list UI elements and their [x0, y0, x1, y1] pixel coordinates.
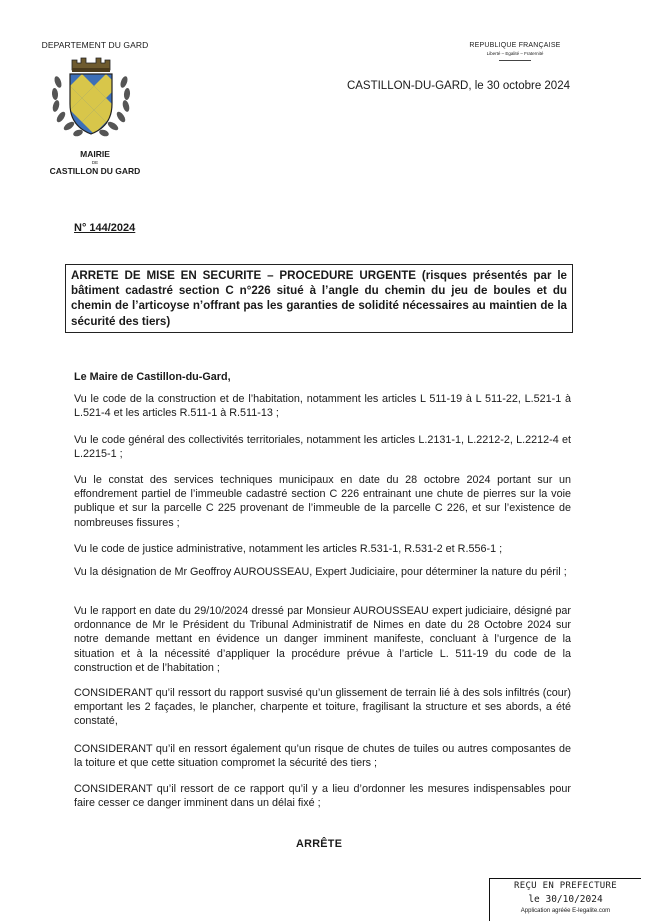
- paragraph-considerant-mesures: CONSIDERANT qu’il ressort de ce rapport qu’il y a lieu d’ordonner les mesures indispensables pour faire cesser ce danger imminent dans un délai fixé ;: [74, 783, 571, 810]
- republic-block: [430, 42, 600, 61]
- paragraph-vu-cgct: Vu le code général des collectivités territoriales, notamment les articles L.2131-1, L.2212-2, L.2212-4 et L.2215-1 ;: [74, 434, 571, 461]
- document-number: N° 144/2024: [74, 222, 136, 234]
- document-title: ARRETE DE MISE EN SECURITE – PROCEDURE URGENTE (risques présentés par le bâtiment cadastré section C n°226 situé à l’angle du chemin du jeu de boules et du chemin de l’articoyse n’offrant pas les garanties de solidité nécessaires au maintien de la sécurité des tiers): [65, 264, 573, 333]
- mairie-de: DE: [91, 160, 99, 165]
- paragraph-vu-designation: Vu la désignation de Mr Geoffroy AUROUSSEAU, Expert Judiciaire, pour déterminer la nature du péril ;: [74, 566, 567, 578]
- paragraph-considerant-tuiles: CONSIDERANT qu’il en ressort également qu’un risque de chutes de tuiles ou autres composantes de la toiture et que cette situation compromet la sécurité des tiers ;: [74, 743, 571, 770]
- stamp-received: REÇU EN PREFECTURE: [514, 881, 617, 891]
- paragraph-considerant-glissement: CONSIDERANT qu’il ressort du rapport susvisé qu’un glissement de terrain lié à des sols infiltrés (cour) emportant les 2 façades, le plancher, charpente et toiture, fragilisant la structure et ses abords, a été constaté,: [74, 687, 571, 728]
- paragraph-vu-cch: Vu le code de la construction et de l’habitation, notamment les articles L 511-19 à L 511-22, L.521-1 à L.521-4 et les articles R.511-1 à R.511-13 ;: [74, 393, 571, 420]
- mairie-word: MAIRIE: [80, 149, 110, 159]
- republic-divider: [499, 60, 531, 61]
- paragraph-vu-constat: Vu le constat des services techniques municipaux en date du 28 octobre 2024 portant sur un effondrement partiel de l’immeuble cadastré section C 226 entrainant une chute de pierres sur la voie publique et sur la parcelle C 225 provenant de l’immeuble de la parcelle C 226, et sur l’existence de nombreuses fissures ;: [74, 474, 571, 529]
- department-name: DEPARTEMENT DU GARD: [41, 40, 149, 50]
- republic-name: REPUBLIQUE FRANÇAISE: [469, 42, 561, 49]
- paragraph-vu-rapport: Vu le rapport en date du 29/10/2024 dressé par Monsieur AUROUSSEAU expert judiciaire, désigné par ordonnance de Mr le Président du Tribunal Administratif de Nimes en date du 28 Octobre 2024 sur notre demande mettant en évidence un danger imminent manifeste, concluant à l’urgence de la situation et à la nécessité d’appliquer la procédure prévue à l’article L. 511-19 du code de la construction et de l’habitation ;: [74, 605, 571, 674]
- greeting: Le Maire de Castillon-du-Gard,: [74, 371, 231, 383]
- commune-name: CASTILLON DU GARD: [49, 166, 141, 176]
- place-date: CASTILLON-DU-GARD, le 30 octobre 2024: [346, 80, 570, 92]
- mairie-label: [30, 149, 160, 177]
- prefecture-stamp: [489, 878, 641, 921]
- coat-of-arms: [48, 52, 134, 144]
- mural-crown: [72, 58, 110, 72]
- arrete-heading: ARRÊTE: [296, 838, 343, 850]
- stamp-date: le 30/10/2024: [528, 894, 603, 905]
- republic-motto: Liberté – Egalité – Fraternité: [486, 51, 544, 56]
- stamp-application: Application agréée E-legalite.com: [520, 908, 611, 914]
- paragraph-vu-cja: Vu le code de justice administrative, notamment les articles R.531-1, R.531-2 et R.556-1 ;: [74, 543, 503, 555]
